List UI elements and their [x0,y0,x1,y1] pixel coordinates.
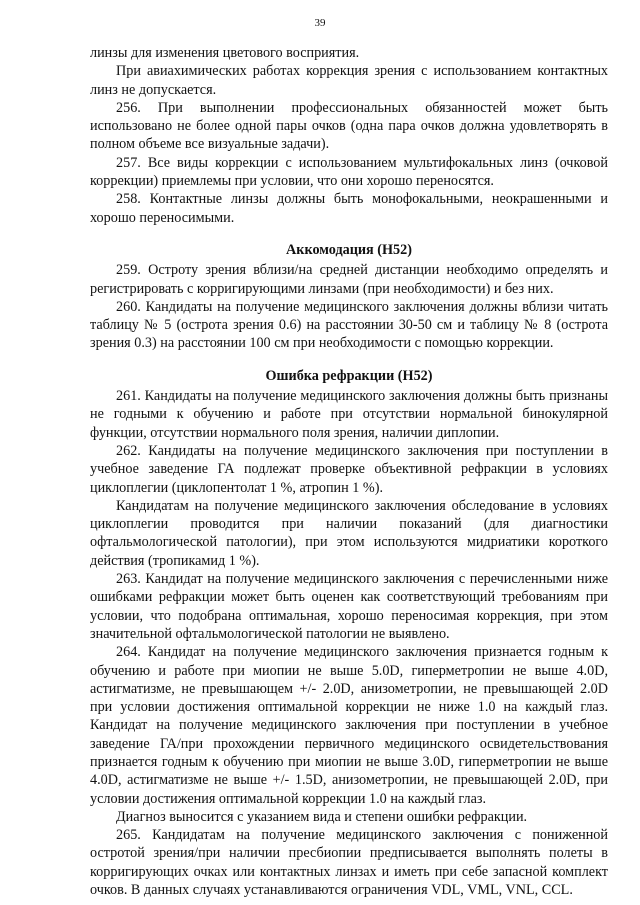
paragraph: 257. Все виды коррекции с использованием мультифокальных линз (очковой коррекции) приемлемы при условии, что они хорошо переносятся. [90,154,608,190]
paragraph: 263. Кандидат на получение медицинского заключения с перечисленными ниже ошибками рефракции может быть оценен как соответствующий требованиям при условии, что подобрана оптимальная, хорошо переносимая коррекция, при этом значительной офтальмологической патологии не выявлено. [90,571,608,642]
paragraph: 259. Остроту зрения вблизи/на средней дистанции необходимо определять и регистрировать с корригирующими линзами (при необходимости) и без них. [90,262,608,297]
paragraph: 261. Кандидаты на получение медицинского заключения должны быть признаны не годными к обучению и работе при отсутствии нормальной бинокулярной функции, отсутствии нормального поля зрения, наличии диплопии. [90,388,608,441]
paragraph: 258. Контактные линзы должны быть монофокальными, неокрашенными и хорошо переносимыми. [90,191,608,226]
paragraph: Кандидатам на получение медицинского заключения обследование в условиях циклоплегии проводится при наличии показаний (для диагностики офтальмологической патологии), при этом используются мидриатики короткого действия (тропикамид 1 %). [90,497,608,569]
paragraph: линзы для изменения цветового восприятия. [90,45,360,61]
paragraph: 265. Кандидатам на получение медицинского заключения с пониженной остротой зрения/при наличии пресбиопии предписывается выполнять полеты в корригирующих очках или контактных линзах и иметь при себе запасной комплект очков. В данных случаях устанавливаются ограничения VDL, VML, VNL, CCL. [90,827,608,899]
paragraph: 256. При выполнении профессиональных обязанностей может быть использовано не более одной пары очков (одна пара очков должна удовлетворять в полном объеме все визуальные задачи). [90,99,608,153]
document-body [90,44,608,899]
paragraph: Диагноз выносится с указанием вида и степени ошибки рефракции. [116,808,528,825]
section-heading-refraction-error: Ошибка рефракции (Н52) [265,367,433,384]
paragraph: 262. Кандидаты на получение медицинского заключения при поступлении в учебное заведение ГА подлежат проверке объективной рефракции в условиях циклоплегии (циклопентолат 1 %, атропин 1 %). [90,442,608,496]
section-heading-accommodation: Аккомодация (Н52) [286,241,412,258]
paragraph: 260. Кандидаты на получение медицинского заключения должны вблизи читать таблицу № 5 (острота зрения 0.6) на расстоянии 30-50 см и таблицу № 8 (острота зрения 0.3) на расстоянии 100 см при необходимости с помощью коррекции. [90,298,608,352]
paragraph: При авиахимических работах коррекция зрения с использованием контактных линз не допускается. [90,63,608,98]
paragraph: 264. Кандидат на получение медицинского заключения признается годным к обучению и работе при миопии не выше 5.0D, гиперметропии не выше 4.0D, астигматизме, не превышающем +/- 2.0D, анизометропии, не превышающей 2.0D при условии достижения оптимальной коррекции не ниже 1.0 на каждый глаз. Кандидат на получение медицинского заключения при поступлении в учебное заведение ГА/при прохождении первичного медицинского освидетельствования признается годным к обучению при миопии не выше 3.0D, гиперметропии не выше 4.0D, астигматизме не выше +/- 1.5D, анизометропии, не превышающей 2.0D, при условии достижения оптимальной коррекции 1.0 на каждый глаз. [90,644,608,807]
page-number: 39 [314,17,326,29]
